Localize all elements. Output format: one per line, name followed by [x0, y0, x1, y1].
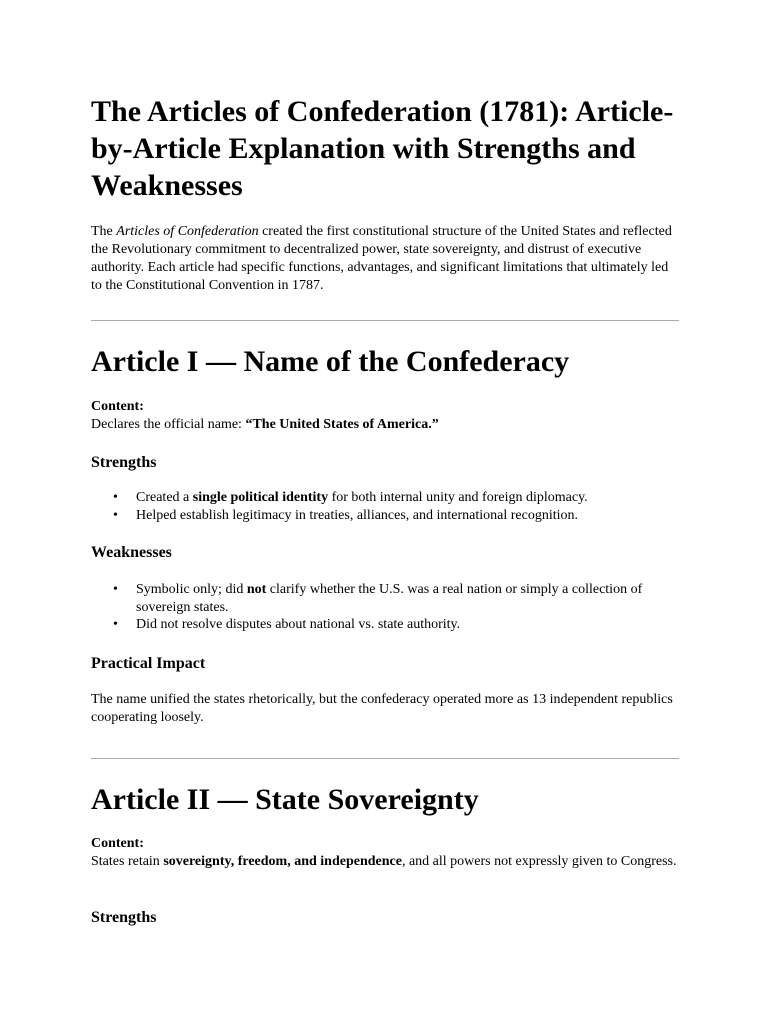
- article-1-content: [91, 398, 681, 434]
- bullet-icon: •: [113, 617, 118, 632]
- item-bold: single political identity: [192, 490, 329, 505]
- article-2-content: [91, 835, 681, 871]
- bullet-icon: •: [113, 490, 118, 505]
- article-2-title: Article II — State Sovereignty: [91, 783, 479, 816]
- content-text: [91, 853, 681, 871]
- intro-italic-title: Articles of Confederation: [116, 224, 259, 239]
- article-1-title: Article I — Name of the Confederacy: [91, 345, 570, 378]
- content-label: Content:: [91, 399, 144, 414]
- item-text: Did not resolve disputes about national vs. state authority.: [136, 617, 461, 632]
- list-item: [91, 616, 681, 634]
- list-item: [91, 581, 681, 616]
- content-bold: “The United States of America.”: [245, 417, 439, 432]
- content-label: Content:: [91, 836, 144, 851]
- article-1-weaknesses-heading: Weaknesses: [91, 544, 172, 561]
- intro-prefix: The: [91, 224, 117, 239]
- intro-paragraph: [91, 223, 681, 295]
- section-divider: [91, 758, 679, 759]
- content-prefix: Declares the official name:: [91, 417, 246, 432]
- item-bold: not: [246, 582, 267, 597]
- list-item: [91, 507, 681, 525]
- article-1-weaknesses-list: [91, 581, 681, 634]
- article-2-strengths-heading: Strengths: [91, 909, 157, 926]
- content-bold: sovereignty, freedom, and independence: [163, 854, 402, 869]
- article-1-impact-text: The name unified the states rhetorically, but the confederacy operated more as 13 independent republics cooperating loosely.: [91, 692, 673, 725]
- bullet-icon: •: [113, 582, 118, 597]
- item-text: Created a: [136, 490, 193, 505]
- bullet-icon: •: [113, 507, 118, 523]
- content-text: [91, 416, 681, 434]
- article-1-strengths-list: [91, 489, 681, 524]
- article-1-impact-heading: Practical Impact: [91, 655, 206, 672]
- content-prefix: States retain: [91, 854, 164, 869]
- document-title: The Articles of Confederation (1781): Article-by-Article Explanation with Strengths and Weaknesses: [91, 95, 674, 202]
- item-text: for both internal unity and foreign diplomacy.: [328, 490, 588, 505]
- section-divider: [91, 320, 679, 321]
- item-text: Helped establish legitimacy in treaties, alliances, and international recognition.: [136, 507, 579, 523]
- document-header: [91, 93, 681, 295]
- list-item: [91, 489, 681, 507]
- content-suffix: , and all powers not expressly given to Congress.: [401, 854, 677, 869]
- article-1-strengths-heading: Strengths: [91, 454, 157, 471]
- item-text: Symbolic only; did: [136, 582, 247, 597]
- item-text: clarify whether the U.S. was a real nation or simply a collection of sovereign states.: [136, 582, 643, 615]
- intro-text: created the first constitutional structure of the United States and reflected the Revolutionary commitment to decentralized power, state sovereignty, and distrust of executive authority. Each article had specific functions, advantages, and significant limitations that ultimately led to the Constitutional Convention in 1787.: [91, 224, 672, 293]
